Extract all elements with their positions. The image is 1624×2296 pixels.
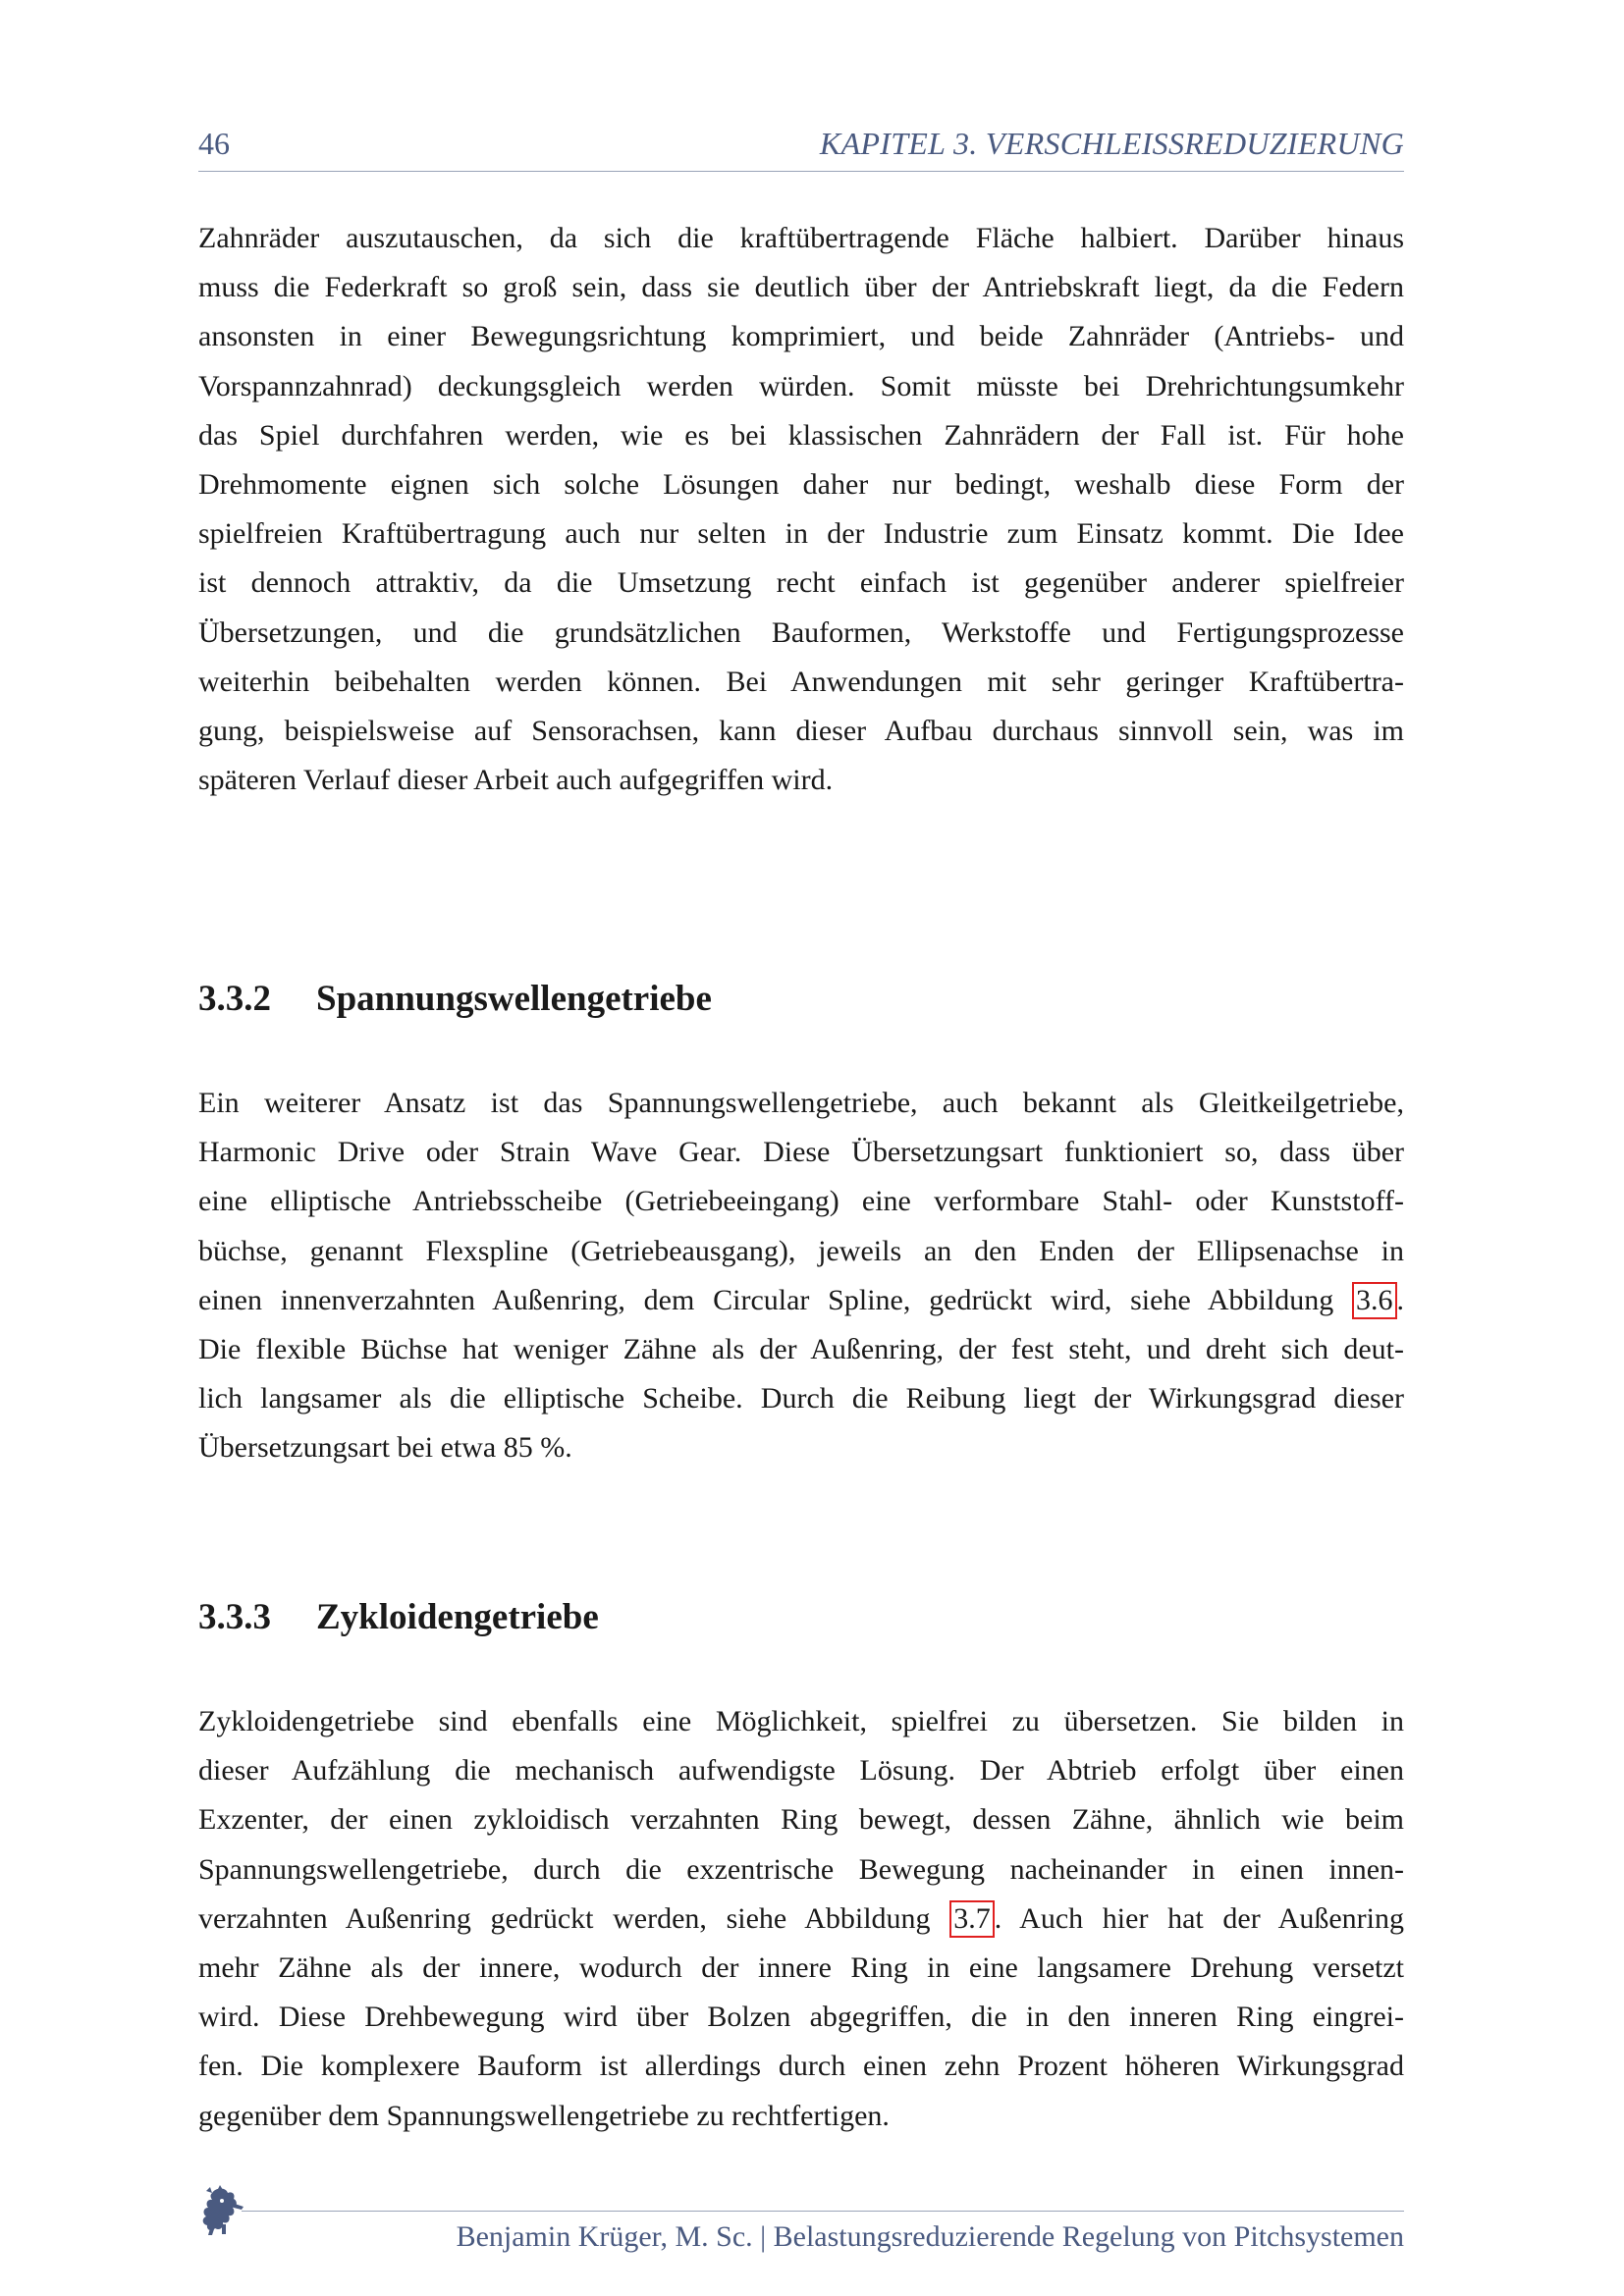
text-line: Ein weiterer Ansatz ist das Spannungswellengetriebe, auch bekannt als Gleitkeilgetriebe, [198,1087,1404,1119]
text-line: eine elliptische Antriebsscheibe (Getriebeeingang) eine verformbare Stahl- oder Kunststoff- [198,1185,1404,1218]
text-line: gung, beispielsweise auf Sensorachsen, kann dieser Aufbau durchaus sinnvoll sein, was im [198,714,1404,747]
text-line: spielfreien Kraftübertragung auch nur selten in der Industrie zum Einsatz kommt. Die Idee [198,517,1404,551]
text-line: Zahnräder auszutauschen, da sich die kraftübertragende Fläche halbiert. Darüber hinaus [198,222,1404,254]
text-segment: einen innenverzahnten Außenring, dem Circular Spline, gedrückt wird, siehe Abbildung [198,1283,1352,1316]
text-line: dieser Aufzählung die mechanisch aufwendigste Lösung. Der Abtrieb erfolgt über einen [198,1754,1404,1788]
text-line: weiterhin beibehalten werden können. Bei Anwendungen mit sehr geringer Kraftübertra- [198,665,1404,698]
text-segment: . [1396,1283,1404,1316]
figure-reference-link[interactable]: 3.6 [1352,1282,1397,1319]
section-number: 3.3.2 [198,979,271,1019]
text-line: späteren Verlauf dieser Arbeit auch aufgegriffen wird. [198,764,834,797]
text-line: ist dennoch attraktiv, da die Umsetzung recht einfach ist gegenüber anderer spielfreier [198,566,1404,600]
heraldic-lion-icon [198,2185,247,2236]
section-title: Zykloidengetriebe [316,1597,599,1637]
footer-text: Benjamin Krüger, M. Sc. | Belastungsreduzierende Regelung von Pitchsystemen [456,2220,1404,2253]
section-title: Spannungswellengetriebe [316,979,712,1019]
text-line: mehr Zähne als der innere, wodurch der innere Ring in eine langsamere Drehung versetzt [198,1950,1404,1984]
text-line: Übersetzungen, und die grundsätzlichen Bauformen, Werkstoffe und Fertigungsprozesse [198,615,1404,649]
page-number: 46 [198,126,230,161]
text-line: Exzenter, der einen zykloidisch verzahnten Ring bewegt, dessen Zähne, ähnlich wie beim [198,1803,1404,1837]
text-line: Spannungswellengetriebe, durch die exzentrische Bewegung nacheinander in einen innen- [198,1852,1404,1886]
text-line: büchse, genannt Flexspline (Getriebeausgang), jeweils an den Enden der Ellipsenachse in [198,1234,1404,1267]
text-line: Drehmomente eignen sich solche Lösungen daher nur bedingt, weshalb diese Form der [198,467,1404,501]
section-heading-3-3-2 [198,978,712,1020]
figure-reference-link[interactable]: 3.7 [949,1900,995,1938]
footer-rule [242,2211,1404,2212]
text-line: muss die Federkraft so groß sein, dass sie deutlich über der Antriebskraft liegt, da die Federn [198,271,1404,304]
chapter-title: KAPITEL 3. VERSCHLEISSREDUZIERUNG [819,126,1404,161]
section-heading-3-3-3 [198,1596,599,1638]
text-line: Harmonic Drive oder Strain Wave Gear. Diese Übersetzungsart funktioniert so, dass über [198,1136,1404,1169]
text-line: fen. Die komplexere Bauform ist allerdings durch einen zehn Prozent höheren Wirkungsgrad [198,2050,1404,2083]
text-line-with-reference [198,1895,1404,1944]
page-header [198,122,1404,172]
body-paragraph-3-3-3 [198,1697,1404,2141]
text-segment: verzahnten Außenring gedrückt werden, siehe Abbildung [198,1901,950,1935]
text-line: gegenüber dem Spannungswellengetriebe zu rechtfertigen. [198,2099,890,2132]
text-line: ansonsten in einer Bewegungsrichtung komprimiert, und beide Zahnräder (Antriebs- und [198,320,1404,353]
text-line: Zykloidengetriebe sind ebenfalls eine Möglichkeit, spielfrei zu übersetzen. Sie bilden in [198,1705,1404,1737]
section-number: 3.3.3 [198,1597,271,1637]
body-paragraph-continued [198,214,1404,805]
text-line: wird. Diese Drehbewegung wird über Bolzen abgegriffen, die in den inneren Ring eingrei- [198,2001,1404,2034]
body-paragraph-3-3-2 [198,1079,1404,1473]
text-line: Vorspannzahnrad) deckungsgleich werden würden. Somit müsste bei Drehrichtungsumkehr [198,369,1404,402]
text-line: Die flexible Büchse hat weniger Zähne als der Außenring, der fest steht, und dreht sich deut- [198,1332,1404,1365]
text-line: Übersetzungsart bei etwa 85 %. [198,1431,572,1465]
text-segment: . Auch hier hat der Außenring [994,1901,1404,1935]
text-line: lich langsamer als die elliptische Scheibe. Durch die Reibung liegt der Wirkungsgrad dieser [198,1382,1404,1415]
text-line: das Spiel durchfahren werden, wie es bei klassischen Zahnrädern der Fall ist. Für hohe [198,418,1404,452]
text-line-with-reference [198,1276,1404,1325]
